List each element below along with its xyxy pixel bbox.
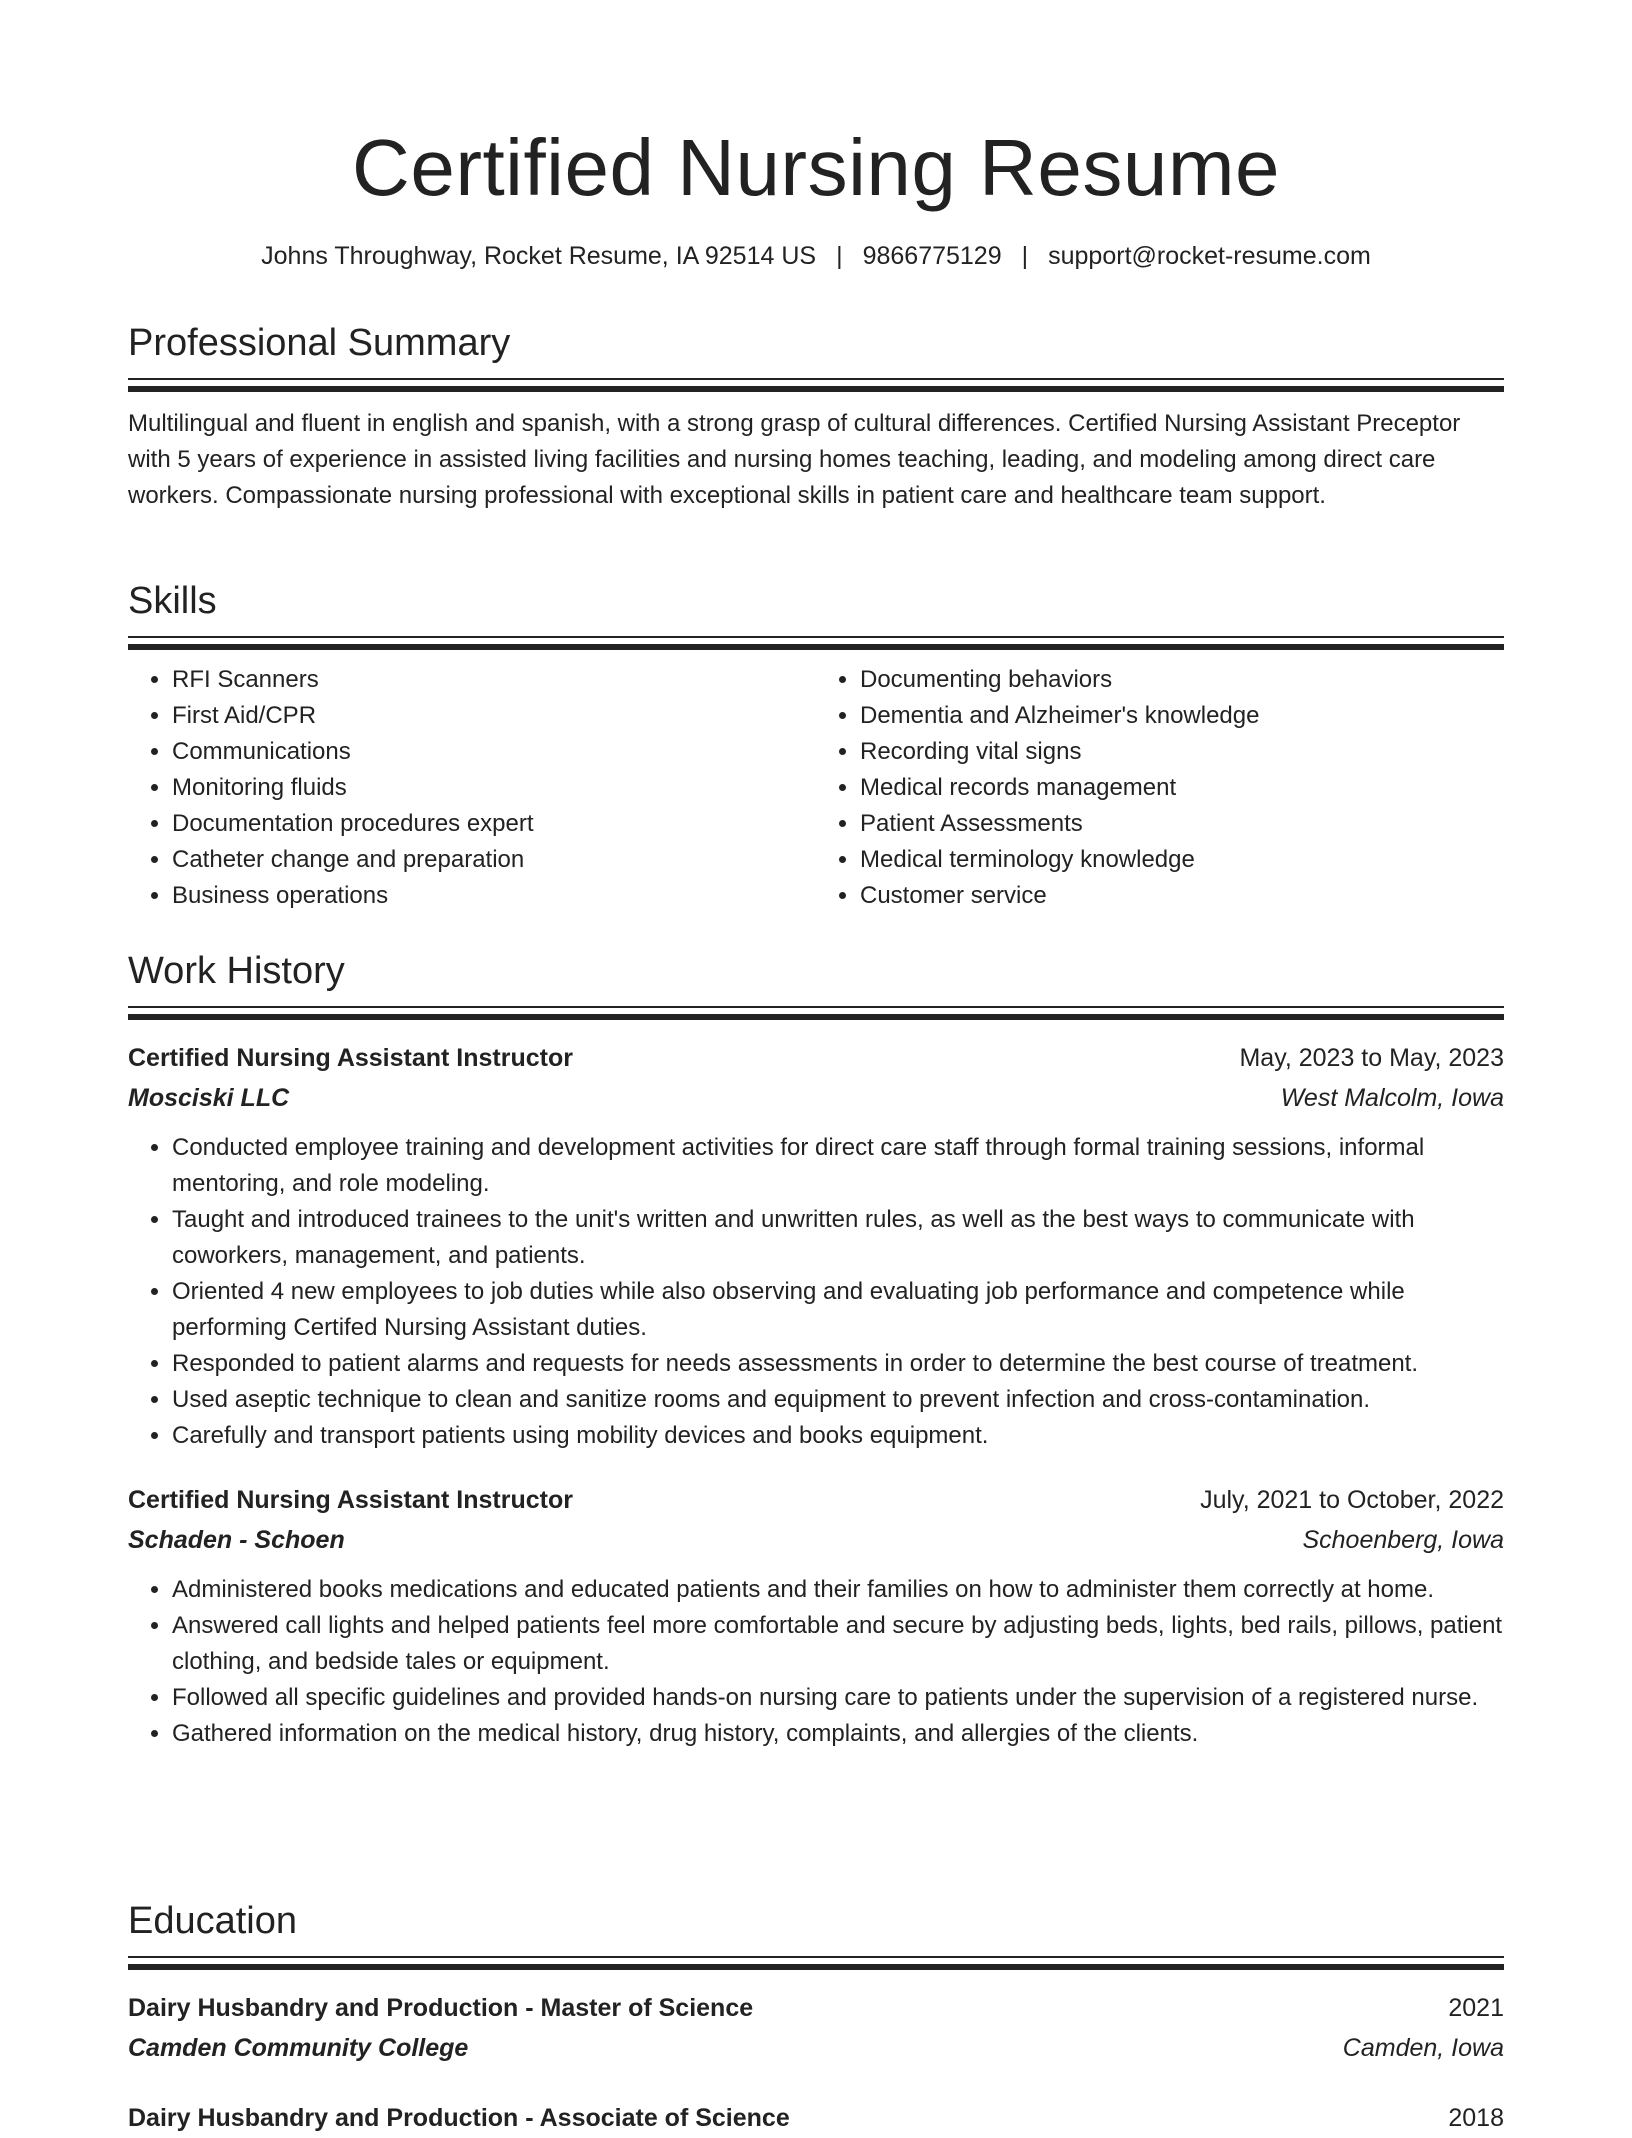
job-bullet: • Taught and introduced trainees to the unit's written and unwritten rules, as well as the best ways to communicate with coworkers, management, and patients.	[172, 1202, 1504, 1274]
skill-item: • Recording vital signs	[860, 734, 1504, 770]
education-degree: Dairy Husbandry and Production - Associate of Science	[128, 2104, 790, 2132]
contact-separator: |	[836, 242, 843, 270]
job-title: Certified Nursing Assistant Instructor	[128, 1044, 573, 1072]
skill-item: • Patient Assessments	[860, 806, 1504, 842]
education-degree: Dairy Husbandry and Production - Master of Science	[128, 1994, 754, 2022]
education-location: Camden, Iowa	[1342, 2034, 1504, 2062]
job-employer: Mosciski LLC	[128, 1084, 290, 1112]
job-bullet: • Used aseptic technique to clean and sanitize rooms and equipment to prevent infection and cross-contamination.	[172, 1382, 1504, 1418]
skill-item: • Catheter change and preparation	[172, 842, 816, 878]
skills-list-right	[816, 662, 1504, 914]
education-entry	[128, 2098, 1504, 2138]
job-subheader	[128, 1078, 1504, 1118]
education-school: Camden Community College	[128, 2034, 469, 2062]
job-bullet: • Carefully and transport patients using mobility devices and books equipment.	[172, 1418, 1504, 1454]
job-entry	[128, 1038, 1504, 1454]
education-entry	[128, 1988, 1504, 2068]
job-bullet: • Answered call lights and helped patients feel more comfortable and secure by adjusting beds, lights, bed rails, pillows, patient clothing, and bedside tales or equipment.	[172, 1608, 1504, 1680]
skills-columns	[128, 662, 1504, 914]
skill-item: • Medical records management	[860, 770, 1504, 806]
skill-item: • RFI Scanners	[172, 662, 816, 698]
skill-item: • Medical terminology knowledge	[860, 842, 1504, 878]
skill-item: • Documenting behaviors	[860, 662, 1504, 698]
section-divider	[128, 1006, 1504, 1008]
contact-address: Johns Throughway, Rocket Resume, IA 92514 US	[261, 242, 817, 270]
job-header	[128, 1480, 1504, 1520]
education-heading: Education	[128, 1900, 298, 1942]
job-bullet: • Administered books medications and educated patients and their families on how to administer them correctly at home.	[172, 1572, 1504, 1608]
job-bullet: • Conducted employee training and development activities for direct care staff through formal training sessions, informal mentoring, and role modeling.	[172, 1130, 1504, 1202]
job-entry	[128, 1480, 1504, 1752]
job-bullet: • Gathered information on the medical history, drug history, complaints, and allergies of the clients.	[172, 1716, 1504, 1752]
skill-item: • Documentation procedures expert	[172, 806, 816, 842]
section-divider-thick	[128, 1964, 1504, 1970]
job-location: West Malcolm, Iowa	[1280, 1084, 1504, 1112]
resume-title: Certified Nursing Resume	[352, 123, 1280, 212]
work-heading: Work History	[128, 950, 345, 992]
section-divider-thick	[128, 386, 1504, 392]
section-divider	[128, 636, 1504, 638]
skills-heading: Skills	[128, 580, 217, 622]
job-location: Schoenberg, Iowa	[1302, 1526, 1504, 1554]
contact-phone: 9866775129	[862, 242, 1002, 270]
education-subheader	[128, 2028, 1504, 2068]
education-year: 2021	[1448, 1994, 1504, 2022]
work-section	[128, 946, 1504, 1752]
summary-section	[128, 318, 1504, 514]
job-bullet: • Followed all specific guidelines and provided hands-on nursing care to patients under the supervision of a registered nurse.	[172, 1680, 1504, 1716]
section-divider-thick	[128, 644, 1504, 650]
job-header	[128, 1038, 1504, 1078]
contact-email: support@rocket-resume.com	[1048, 242, 1371, 270]
education-year: 2018	[1448, 2104, 1504, 2132]
job-title: Certified Nursing Assistant Instructor	[128, 1486, 573, 1514]
job-bullet: • Responded to patient alarms and requests for needs assessments in order to determine the best course of treatment.	[172, 1346, 1504, 1382]
skill-item: • Communications	[172, 734, 816, 770]
contact-separator: |	[1021, 242, 1029, 270]
education-header	[128, 2098, 1504, 2138]
job-bullets	[128, 1572, 1504, 1752]
contact-line	[128, 238, 1504, 274]
job-bullet: • Oriented 4 new employees to job duties while also observing and evaluating job performance and competence while performing Certifed Nursing Assistant duties.	[172, 1274, 1504, 1346]
education-header	[128, 1988, 1504, 2028]
job-dates: July, 2021 to October, 2022	[1200, 1486, 1504, 1514]
skills-list-left	[128, 662, 816, 914]
skill-item: • Dementia and Alzheimer's knowledge	[860, 698, 1504, 734]
section-divider	[128, 378, 1504, 380]
skill-item: • First Aid/CPR	[172, 698, 816, 734]
job-employer: Schaden - Schoen	[128, 1526, 345, 1554]
job-dates: May, 2023 to May, 2023	[1239, 1044, 1504, 1072]
section-divider	[128, 1956, 1504, 1958]
job-bullets	[128, 1130, 1504, 1454]
summary-heading: Professional Summary	[128, 322, 511, 364]
job-subheader	[128, 1520, 1504, 1560]
skills-section	[128, 576, 1504, 914]
summary-text: Multilingual and fluent in english and spanish, with a strong grasp of cultural differences. Certified Nursing Assistant Preceptor with 5 years of experience in assisted living facilities and nursing homes teaching, leading, and modeling among direct care workers. Compassionate nursing professional with exceptional skills in patient care and healthcare team support.	[128, 410, 1461, 509]
section-divider-thick	[128, 1014, 1504, 1020]
skill-item: • Business operations	[172, 878, 816, 914]
skill-item: • Monitoring fluids	[172, 770, 816, 806]
education-section	[128, 1896, 1504, 2138]
skill-item: • Customer service	[860, 878, 1504, 914]
